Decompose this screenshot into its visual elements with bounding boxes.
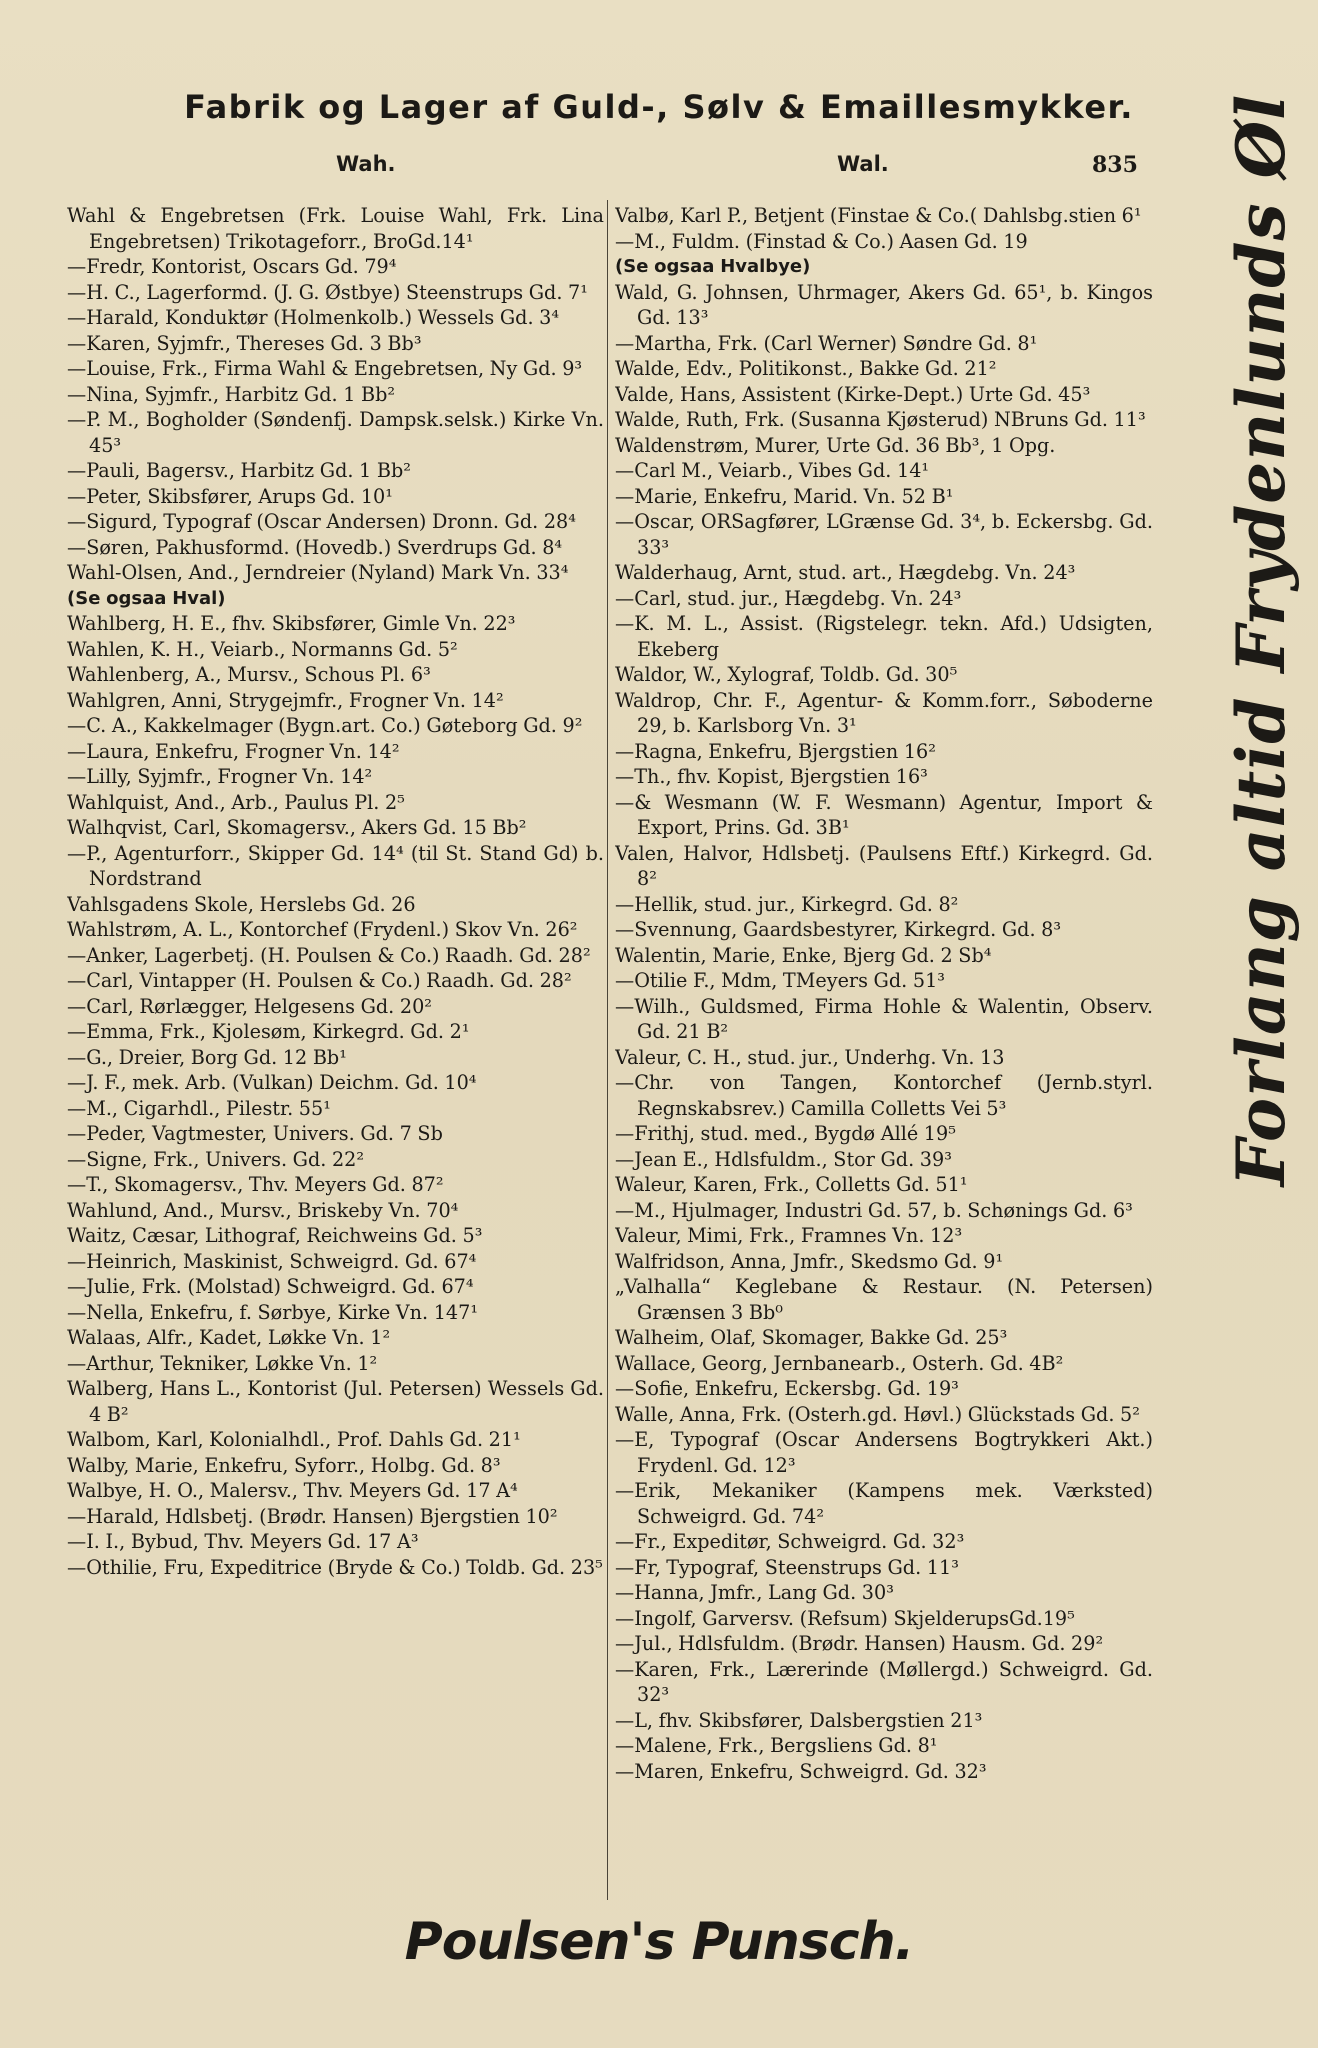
directory-entry: —Martha, Frk. (Carl Werner) Søndre Gd. 8¹ [615,331,1038,355]
directory-entry: —Sigurd, Typograf (Oscar Andersen) Dronn. Gd. 28⁴ [67,510,576,533]
directory-entry: —Oscar, ORSagfører, LGrænse Gd. 3⁴, b. Eckersbg. Gd. 33³ [615,510,1153,559]
directory-entry: Waldenstrøm, Murer, Urte Gd. 36 Bb³, 1 Opg. [615,433,1056,457]
directory-entry: —K. M. L., Assist. (Rigstelegr. tekn. Afd.) Udsigten, Ekeberg [615,612,1153,661]
directory-entry: Waldrop, Chr. F., Agentur- & Komm.forr., Søboderne 29, b. Karlsborg Vn. 3¹ [615,688,1153,737]
directory-entry: Waitz, Cæsar, Lithograf, Reichweins Gd. 5³ [67,1224,483,1247]
directory-entry: —Ingolf, Garversv. (Refsum) SkjelderupsGd.19⁵ [615,1606,1075,1630]
directory-entry: Walde, Edv., Politikonst., Bakke Gd. 21² [615,357,997,380]
directory-entry: Walby, Marie, Enkefru, Syforr., Holbg. Gd. 8³ [67,1453,501,1477]
directory-entry: Walentin, Marie, Enke, Bjerg Gd. 2 Sb⁴ [615,943,992,967]
directory-entry: —Peter, Skibsfører, Arups Gd. 10¹ [67,484,393,508]
page-number: 835 [1092,152,1138,178]
left-column [67,203,604,1903]
top-banner-advertisement: Fabrik og Lager af Guld-, Sølv & Emaillesmykker. [184,88,1134,126]
directory-entry: —G., Dreier, Borg Gd. 12 Bb¹ [67,1045,347,1069]
directory-entry: Wahlgren, Anni, Strygejmfr., Frogner Vn. 14² [67,688,504,712]
directory-entry: —Harald, Konduktør (Holmenkolb.) Wessels Gd. 3⁴ [67,306,560,329]
directory-entry: Walde, Ruth, Frk. (Susanna Kjøsterud) NBruns Gd. 11³ [615,408,1146,431]
directory-entry: Wahlund, And., Mursv., Briskeby Vn. 70⁴ [67,1198,459,1222]
directory-entry: Wald, G. Johnsen, Uhrmager, Akers Gd. 65¹, b. Kingos Gd. 13³ [615,280,1153,329]
directory-entry: Walfridson, Anna, Jmfr., Skedsmo Gd. 9¹ [615,1249,1004,1273]
directory-entry: —Frithj, stud. med., Bygdø Allé 19⁵ [615,1122,956,1145]
left-column-header: Wah. [336,152,396,176]
directory-entry: —J. F., mek. Arb. (Vulkan) Deichm. Gd. 10⁴ [67,1071,477,1094]
side-advertisement: Forlang altid Frydenlunds Øl [1222,93,1300,1187]
directory-entry: —Hellik, stud. jur., Kirkegrd. Gd. 8² [615,892,959,916]
directory-entry: —P., Agenturforr., Skipper Gd. 14⁴ (til St. Stand Gd) b. Nordstrand [67,841,604,890]
directory-entry: —Hanna, Jmfr., Lang Gd. 30³ [615,1581,894,1604]
directory-entry: —Laura, Enkefru, Frogner Vn. 14² [67,739,400,763]
right-column-header: Wal. [837,152,889,176]
directory-entry: —Louise, Frk., Firma Wahl & Engebretsen, Ny Gd. 9³ [67,357,583,380]
directory-entry: —Fr, Typograf, Steenstrups Gd. 11³ [615,1555,959,1579]
directory-entry: Wahlen, K. H., Veiarb., Normanns Gd. 5² [67,637,458,661]
directory-entry: Walberg, Hans L., Kontorist (Jul. Petersen) Wessels Gd. 4 B² [67,1377,604,1426]
directory-entry: —Marie, Enkefru, Marid. Vn. 52 B¹ [615,484,954,508]
column-divider [607,200,608,1900]
directory-entry: Wahlstrøm, A. L., Kontorchef (Frydenl.) Skov Vn. 26² [67,918,578,941]
directory-entry: Walhqvist, Carl, Skomagersv., Akers Gd. 15 Bb² [67,816,527,839]
directory-entry: —Malene, Frk., Bergsliens Gd. 8¹ [615,1734,938,1757]
directory-entry: —Jean E., Hdlsfuldm., Stor Gd. 39³ [615,1147,952,1171]
right-column [615,203,1153,1903]
directory-entry: —Otilie F., Mdm, TMeyers Gd. 51³ [615,969,945,992]
directory-entry: —Karen, Frk., Lærerinde (Møllergd.) Schweigrd. Gd. 32³ [615,1657,1153,1706]
directory-entry: —Nina, Syjmfr., Harbitz Gd. 1 Bb² [67,382,396,406]
directory-entry: Wahlquist, And., Arb., Paulus Pl. 2⁵ [67,790,405,814]
directory-entry: —Peder, Vagtmester, Univers. Gd. 7 Sb [67,1122,443,1145]
directory-entry: Vahlsgadens Skole, Herslebs Gd. 26 [67,892,416,916]
directory-entry: —T., Skomagersv., Thv. Meyers Gd. 87² [67,1173,444,1196]
directory-entry: —E, Typograf (Oscar Andersens Bogtrykkeri Akt.) Frydenl. Gd. 12³ [615,1428,1153,1477]
directory-entry: —Fredr, Kontorist, Oscars Gd. 79⁴ [67,255,397,278]
directory-entry: —Lilly, Syjmfr., Frogner Vn. 14² [67,765,373,788]
directory-entry: Wallace, Georg, Jernbanearb., Osterh. Gd. 4B² [615,1351,1064,1375]
directory-entry: Wahl & Engebretsen (Frk. Louise Wahl, Frk. Lina Engebretsen) Trikotageforr., BroGd.14¹ [67,204,604,253]
directory-entry: —I. I., Bybud, Thv. Meyers Gd. 17 A³ [67,1530,419,1553]
directory-entry: —L, fhv. Skibsfører, Dalsbergstien 21³ [615,1708,983,1732]
directory-entry: Walderhaug, Arnt, stud. art., Hægdebg. Vn. 24³ [615,561,1076,584]
directory-entry: —Ragna, Enkefru, Bjergstien 16² [615,739,936,763]
directory-entry: Wahlberg, H. E., fhv. Skibsfører, Gimle Vn. 22³ [67,612,516,635]
directory-entry: Valeur, Mimi, Frk., Framnes Vn. 12³ [615,1224,963,1247]
directory-entry: —Sofie, Enkefru, Eckersbg. Gd. 19³ [615,1377,959,1400]
directory-entry: —Emma, Frk., Kjolesøm, Kirkegrd. Gd. 2¹ [67,1020,470,1043]
directory-entry: —Nella, Enkefru, f. Sørbye, Kirke Vn. 147¹ [67,1300,479,1324]
directory-entry: Wahl-Olsen, And., Jerndreier (Nyland) Mark Vn. 33⁴ [67,561,569,584]
directory-entry: —Carl, stud. jur., Hægdebg. Vn. 24³ [615,586,962,610]
directory-entry: —Othilie, Fru, Expeditrice (Bryde & Co.) Toldb. Gd. 23⁵ [67,1555,603,1579]
directory-entry: —Carl M., Veiarb., Vibes Gd. 14¹ [615,459,930,482]
directory-entry: —M., Cigarhdl., Pilestr. 55¹ [67,1096,331,1120]
directory-entry: Waldor, W., Xylograf, Toldb. Gd. 30⁵ [615,663,958,686]
directory-entry: —Søren, Pakhusformd. (Hovedb.) Sverdrups Gd. 8⁴ [67,535,563,559]
directory-entry: —M., Fuldm. (Finstad & Co.) Aasen Gd. 19 [615,229,1028,253]
directory-entry: —Fr., Expeditør, Schweigrd. Gd. 32³ [615,1530,965,1553]
directory-entry: Walle, Anna, Frk. (Osterh.gd. Høvl.) Glückstads Gd. 5² [615,1402,1140,1426]
directory-entry: —Wilh., Guldsmed, Firma Hohle & Walentin, Observ. Gd. 21 B² [615,994,1153,1043]
directory-entry: —Jul., Hdlsfuldm. (Brødr. Hansen) Hausm. Gd. 29² [615,1632,1104,1655]
directory-entry: (Se ogsaa Hval) [67,587,226,609]
directory-entry: Walbom, Karl, Kolonialhdl., Prof. Dahls Gd. 21¹ [67,1428,521,1451]
directory-entry: Valbø, Karl P., Betjent (Finstae & Co.( Dahlsbg.stien 6¹ [615,204,1142,227]
directory-entry: —Chr. von Tangen, Kontorchef (Jernb.styrl. Regnskabsrev.) Camilla Colletts Vei 5³ [615,1071,1153,1120]
directory-entry: —Julie, Frk. (Molstad) Schweigrd. Gd. 67⁴ [67,1275,474,1298]
directory-entry: —C. A., Kakkelmager (Bygn.art. Co.) Gøteborg Gd. 9² [67,714,583,737]
directory-entry: „Valhalla“ Keglebane & Restaur. (N. Petersen) Grænsen 3 Bb⁰ [615,1275,1153,1324]
directory-entry: —Arthur, Tekniker, Løkke Vn. 1² [67,1351,378,1375]
directory-entry: (Se ogsaa Hvalbye) [615,256,811,277]
directory-entry: Valen, Halvor, Hdlsbetj. (Paulsens Eftf.) Kirkegrd. Gd. 8² [615,841,1153,890]
directory-entry: —M., Hjulmager, Industri Gd. 57, b. Schønings Gd. 6³ [615,1198,1133,1222]
directory-entry: Walbye, H. O., Malersv., Thv. Meyers Gd. 17 A⁴ [67,1479,518,1502]
directory-entry: —Svennung, Gaardsbestyrer, Kirkegrd. Gd. 8³ [615,918,1062,941]
directory-entry: —Heinrich, Maskinist, Schweigrd. Gd. 67⁴ [67,1249,477,1273]
directory-entry: Walaas, Alfr., Kadet, Løkke Vn. 1² [67,1326,391,1349]
directory-entry: —H. C., Lagerformd. (J. G. Østbye) Steenstrups Gd. 7¹ [67,280,588,304]
directory-entry: —Harald, Hdlsbetj. (Brødr. Hansen) Bjergstien 10² [67,1504,558,1528]
directory-entry: —P. M., Bogholder (Søndenfj. Dampsk.selsk.) Kirke Vn. 45³ [67,408,604,457]
bottom-advertisement: Poulsen's Punsch. [404,1912,914,1972]
directory-entry: —Erik, Mekaniker (Kampens mek. Værksted) Schweigrd. Gd. 74² [615,1479,1153,1528]
directory-entry: Valeur, C. H., stud. jur., Underhg. Vn. 13 [615,1045,1005,1069]
directory-entry: Walheim, Olaf, Skomager, Bakke Gd. 25³ [615,1326,1008,1349]
directory-entry: —& Wesmann (W. F. Wesmann) Agentur, Import & Export, Prins. Gd. 3B¹ [615,790,1153,839]
directory-entry: —Anker, Lagerbetj. (H. Poulsen & Co.) Raadh. Gd. 28² [67,943,591,967]
directory-entry: Wahlenberg, A., Mursv., Schous Pl. 6³ [67,663,431,686]
directory-entry: —Pauli, Bagersv., Harbitz Gd. 1 Bb² [67,459,411,482]
directory-entry: —Maren, Enkefru, Schweigrd. Gd. 32³ [615,1759,987,1783]
directory-entry: Valde, Hans, Assistent (Kirke-Dept.) Urte Gd. 45³ [615,382,1091,406]
directory-entry: Waleur, Karen, Frk., Colletts Gd. 51¹ [615,1173,968,1196]
directory-entry: —Karen, Syjmfr., Thereses Gd. 3 Bb³ [67,331,422,355]
directory-entry: —Signe, Frk., Univers. Gd. 22² [67,1147,365,1171]
directory-entry: —Th., fhv. Kopist, Bjergstien 16³ [615,765,928,788]
directory-entry: —Carl, Rørlægger, Helgesens Gd. 20² [67,994,432,1018]
directory-entry: —Carl, Vintapper (H. Poulsen & Co.) Raadh. Gd. 28² [67,969,572,992]
